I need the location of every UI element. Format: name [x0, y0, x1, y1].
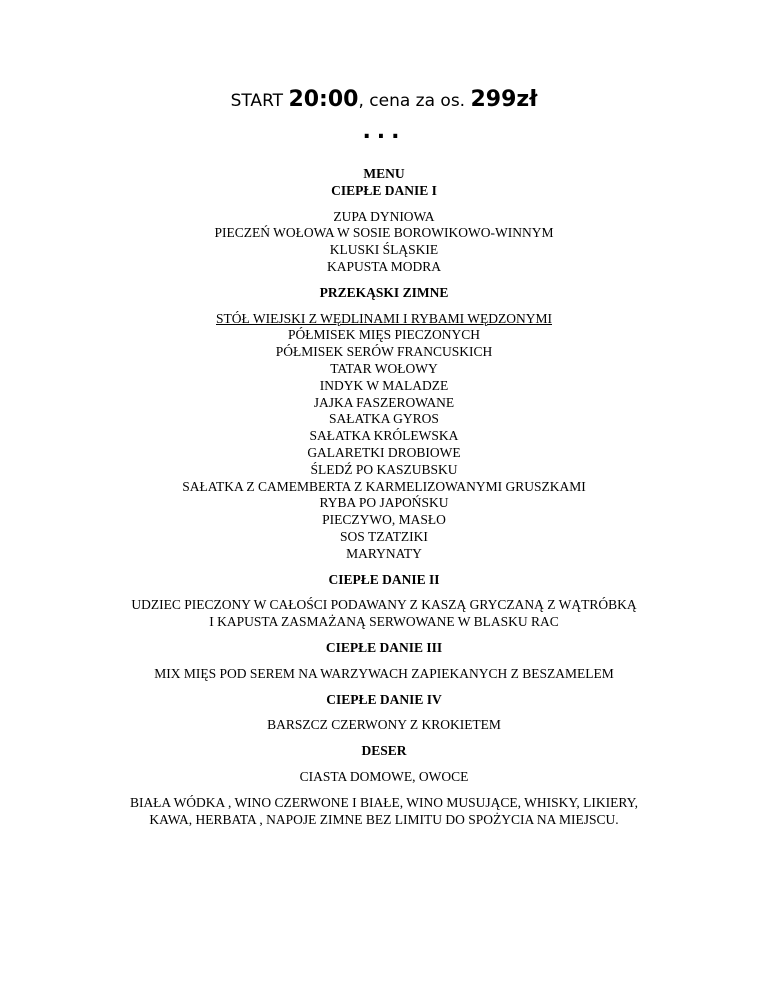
menu-item: INDYK W MALADZE [319, 377, 449, 393]
menu-item: CIASTA DOMOWE, OWOCE [299, 768, 469, 784]
event-info-line [0, 86, 768, 115]
menu-item: TATAR WOŁOWY [330, 360, 438, 376]
menu-item: SAŁATKA GYROS [329, 411, 439, 427]
section-heading: CIEPŁE DANIE IV [326, 691, 442, 707]
menu-item: KLUSKI ŚLĄSKIE [329, 242, 439, 258]
drinks-line: BIAŁA WÓDKA , WINO CZERWONE I BIAŁE, WINO MUSUJĄCE, WHISKY, LIKIERY, [129, 794, 639, 810]
menu-item: PIECZEŃ WOŁOWA W SOSIE BOROWIKOWO-WINNYM [214, 225, 554, 241]
section-heading: DESER [361, 743, 407, 759]
price-value: 299zł [470, 87, 538, 112]
menu-item: PIECZYWO, MASŁO [322, 512, 446, 528]
price-label: , cena za os. [358, 91, 471, 111]
menu-title: MENU [363, 166, 405, 181]
start-label: START [230, 91, 289, 111]
start-time: 20:00 [288, 87, 359, 112]
section-heading: CIEPŁE DANIE II [328, 571, 440, 587]
menu-item: JAJKA FASZEROWANE [313, 394, 455, 410]
section-heading: PRZEKĄSKI ZIMNE [319, 284, 449, 300]
menu-list [0, 166, 768, 828]
menu-item: SAŁATKA Z CAMEMBERTA Z KARMELIZOWANYMI GRUSZKAMI [182, 478, 586, 494]
menu-item: MARYNATY [346, 545, 422, 561]
menu-item: SAŁATKA KRÓLEWSKA [309, 428, 459, 444]
section-heading: CIEPŁE DANIE III [325, 639, 443, 655]
section-heading: CIEPŁE DANIE I [331, 182, 437, 198]
menu-item: GALARETKI DROBIOWE [307, 444, 461, 460]
menu-item: UDZIEC PIECZONY W CAŁOŚCI PODAWANY Z KASZĄ GRYCZANĄ Z WĄTRÓBKĄ [131, 597, 637, 613]
menu-item: STÓŁ WIEJSKI Z WĘDLINAMI I RYBAMI WĘDZONYMI [216, 310, 552, 326]
menu-item: ŚLEDŹ PO KASZUBSKU [310, 461, 458, 477]
menu-item: ZUPA DYNIOWA [333, 208, 435, 224]
drinks-line: KAWA, HERBATA , NAPOJE ZIMNE BEZ LIMITU DO SPOŻYCIA NA MIEJSCU. [149, 811, 619, 827]
menu-item: RYBA PO JAPOŃSKU [319, 495, 449, 511]
menu-item: PÓŁMISEK SERÓW FRANCUSKICH [275, 344, 493, 360]
decorative-dots: ... [362, 119, 406, 144]
menu-item: MIX MIĘS POD SEREM NA WARZYWACH ZAPIEKANYCH Z BESZAMELEM [154, 665, 614, 681]
menu-item: I KAPUSTA ZASMAŻANĄ SERWOWANE W BLASKU RAC [209, 614, 559, 630]
menu-item: PÓŁMISEK MIĘS PIECZONYCH [287, 327, 480, 343]
menu-item: BARSZCZ CZERWONY Z KROKIETEM [267, 717, 501, 733]
menu-item: SOS TZATZIKI [340, 528, 428, 544]
menu-item: KAPUSTA MODRA [326, 258, 442, 274]
